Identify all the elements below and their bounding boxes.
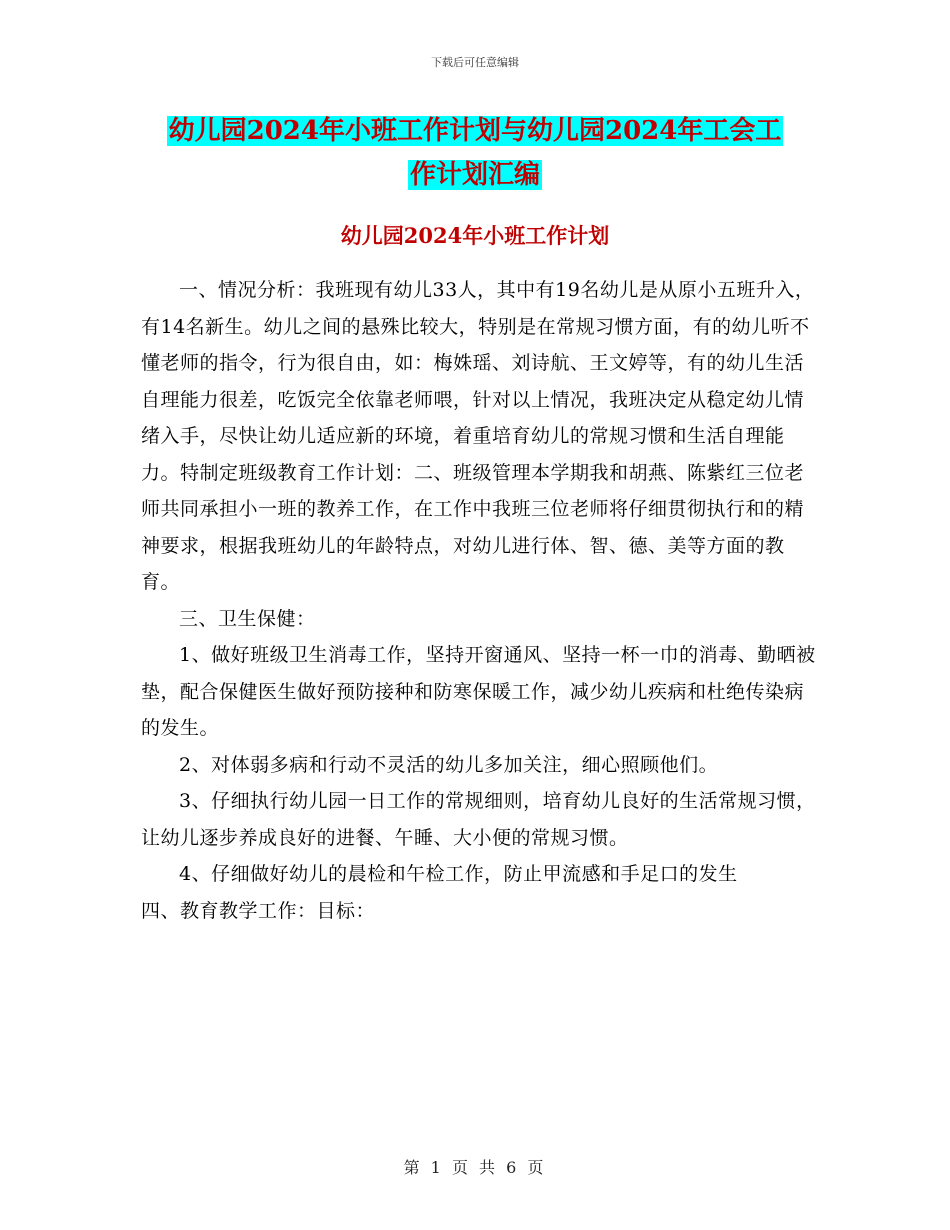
paragraph-health-1: 1、做好班级卫生消毒工作，坚持开窗通风、坚持一杯一巾的消毒、勤晒被垫，配合保健医生做好预防接种和防寒保暖工作，减少幼儿疾病和杜绝传染病的发生。 [141,644,816,739]
paragraph-health-3: 3、仔细执行幼儿园一日工作的常规细则，培育幼儿良好的生活常规习惯，让幼儿逐步养成良好的进餐、午睡、大小便的常规习惯。 [141,790,816,849]
paragraph-situation: 一、情况分析：我班现有幼儿33人，其中有19名幼儿是从原小五班升入，有14名新生。幼儿之间的悬殊比较大，特别是在常规习惯方面，有的幼儿听不懂老师的指令，行为很自由，如：梅姝瑶、刘诗航、王文婷等，有的幼儿生活自理能力很差，吃饭完全依靠老师喂，针对以上情况，我班决定从稳定幼儿情绪入手，尽快让幼儿适应新的环境，着重培育幼儿的常规习惯和生活自理能力。特制定班级教育工作计划：二、班级管理本学期我和胡燕、陈紫红三位老师共同承担小一班的教养工作，在工作中我班三位老师将仔细贯彻执行和的精神要求，根据我班幼儿的年龄特点，对幼儿进行体、智、德、美等方面的教育。 [141,279,815,593]
document-title-line-2 [0,156,950,194]
page-footer: 第 1 页 共 6 页 [403,1158,547,1177]
paragraph-health-4: 4、仔细做好幼儿的晨检和午检工作，防止甲流感和手足口的发生 [179,863,738,885]
document-title-line-2-text: 作计划汇编 [409,160,540,190]
paragraph-teaching-heading: 四、教育教学工作：目标： [141,899,376,922]
section-title: 幼儿园2024年小班工作计划 [340,223,610,248]
document-title-line-1 [0,112,950,150]
paragraph-health-2: 2、对体弱多病和行动不灵活的幼儿多加关注，细心照顾他们。 [179,753,719,776]
header-note: 下载后可任意编辑 [431,56,519,69]
document-body [141,272,821,929]
paragraph-health-heading: 三、卫生保健： [179,607,316,630]
document-title-line-1-text: 幼儿园2024年小班工作计划与幼儿园2024年工会工 [168,116,782,146]
